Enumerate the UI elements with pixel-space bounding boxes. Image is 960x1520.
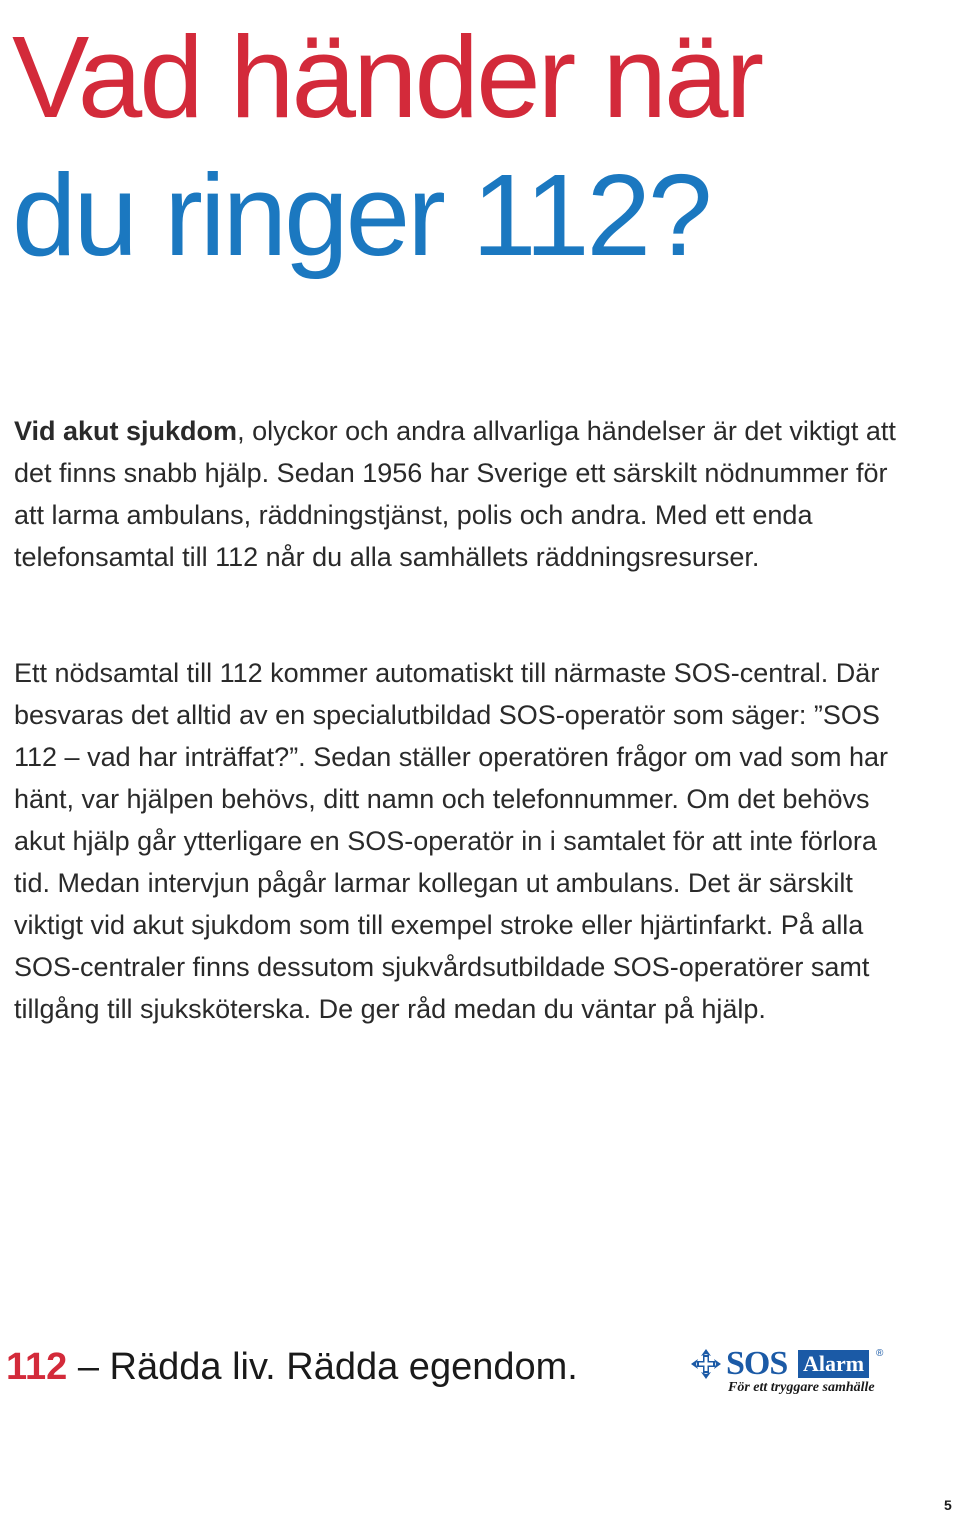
sos-alarm-emblem-icon (690, 1348, 722, 1380)
page-title (12, 8, 761, 284)
logo-badge: Alarm (798, 1350, 869, 1378)
title-line-2: du ringer 112? (12, 150, 710, 280)
slogan-number: 112 (6, 1346, 68, 1388)
intro-lead: Vid akut sjukdom (14, 416, 238, 446)
title-line-1: Vad händer när (12, 12, 762, 142)
sos-alarm-logo (690, 1346, 890, 1398)
slogan-text: – Rädda liv. Rädda egendom. (67, 1346, 578, 1388)
intro-text: , olyckor och andra allvarliga händelser är det viktigt att det finns snabb hjälp. Sedan 1956 har Sverige ett särskilt nödnummer för att larma ambulans, räddningstjänst, polis och andra. Med ett enda telefonsamtal till 112 når du alla samhällets räddningsresurser. (14, 416, 896, 572)
registered-mark: ® (876, 1348, 884, 1359)
body-paragraph: Ett nödsamtal till 112 kommer automatiskt till närmaste SOS-central. Där besvaras det alltid av en specialutbildad SOS-operatör som säger: ”SOS 112 – vad har inträffat?”. Sedan ställer operatören frågor om vad som har hänt, var hjälpen behövs, ditt namn och telefonnummer. Om det behövs akut hjälp går ytterligare en SOS-operatör in i samtalet för att inte förlora tid. Medan intervjun pågår larmar kollegan ut ambulans. Det är särskilt viktigt vid akut sjukdom som till exempel stroke eller hjärtinfarkt. På alla SOS-centraler finns dessutom sjukvårdsutbildade SOS-operatörer samt tillgång till sjuksköterska. De ger råd medan du väntar på hjälp. (14, 658, 888, 1024)
slogan (6, 1342, 578, 1392)
page-number: 5 (944, 1497, 952, 1513)
logo-name: SOS (726, 1345, 788, 1382)
logo-tagline: För ett tryggare samhälle (728, 1380, 875, 1395)
intro-paragraph (14, 410, 914, 578)
